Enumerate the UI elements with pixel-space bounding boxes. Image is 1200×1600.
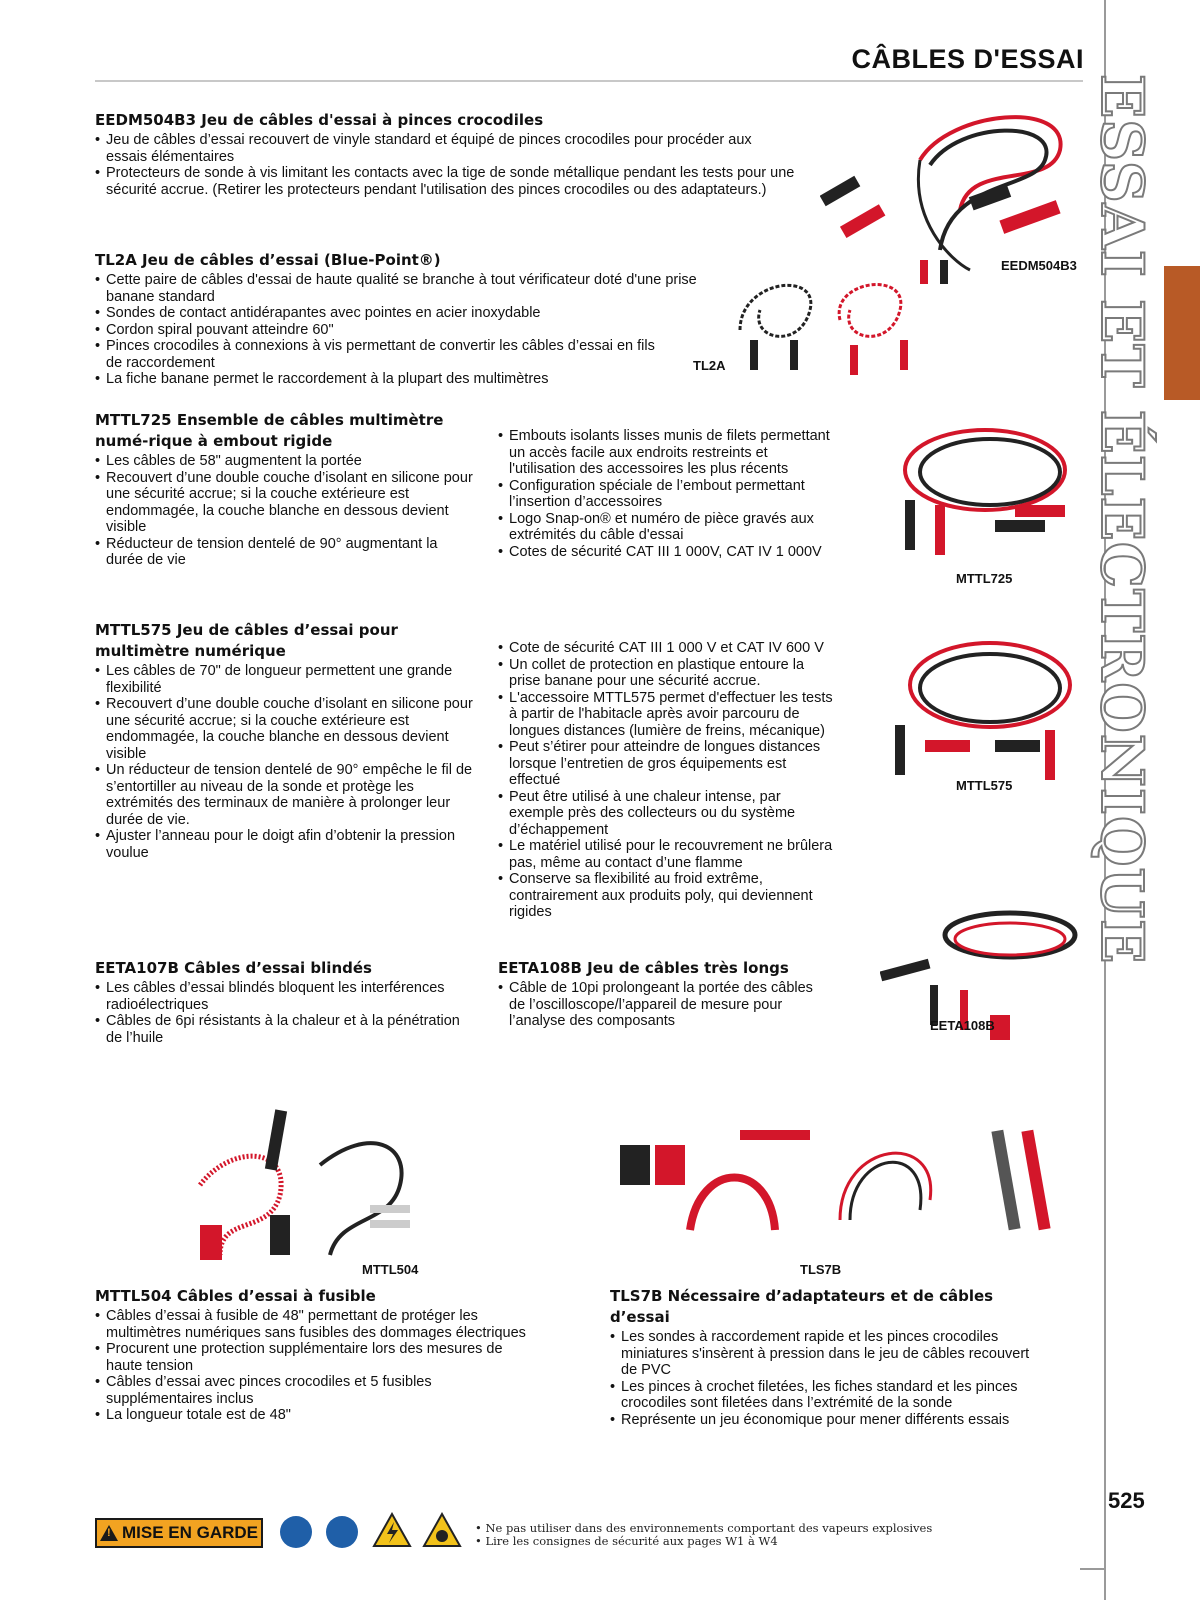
footer-notes xyxy=(475,1522,932,1547)
bullet: • Un réducteur de tension dentelé de 90° empêche le fil de s’entortiller au niveau de la sonde et protège les extrémités des terminaux de manière à prolonger leur durée de vie. xyxy=(95,762,475,828)
bullet: • Réducteur de tension dentelé de 90° augmentant la durée de vie xyxy=(95,536,475,569)
section-eedm504b3 xyxy=(95,110,795,198)
page-number: 525 xyxy=(1108,1488,1145,1513)
bullet: • Cotes de sécurité CAT III 1 000V, CAT IV 1 000V xyxy=(498,544,833,561)
bullet: • Configuration spéciale de l’embout permettant l’insertion d’accessoires xyxy=(498,478,833,511)
bullet: • Le matériel utilisé pour le recouvrement ne brûlera pas, même au contact d’une flamme xyxy=(498,838,833,871)
section-title: MTTL575 Jeu de câbles d’essai pour multimètre numérique xyxy=(95,621,398,660)
bullet: • Les pinces à crochet filetées, les fiches standard et les pinces crocodiles sont filetées dans l’extrémité de la sonde xyxy=(610,1379,1030,1412)
caption-eedm504b3: EEDM504B3 xyxy=(1001,258,1077,273)
side-section-label: ESSAI ET ÉLECTRONIQUE xyxy=(1088,74,1156,965)
title-rule xyxy=(95,80,1083,82)
bullet: • Peut être utilisé à une chaleur intense, par exemple près des collecteurs ou du système d’échappement xyxy=(498,789,833,839)
section-eeta108b xyxy=(498,958,833,1030)
caption-tls7b: TLS7B xyxy=(800,1262,842,1277)
page-number-rule xyxy=(1080,1568,1104,1570)
bullet: • Pinces crocodiles à connexions à vis permettant de convertir les câbles d’essai en fils de raccordement xyxy=(95,338,666,371)
bullet: • Protecteurs de sonde à vis limitant les contacts avec la tige de sonde métallique pendant les tests pour une sécurité accrue. (Retirer les protecteurs pendant l'utilisation des pinces crocodiles ou des adaptateurs.) xyxy=(95,165,795,198)
bullet: • Peut s’étirer pour atteindre de longues distances lorsque l’entretien de gros équipements est effectué xyxy=(498,739,833,789)
bullet: • Cette paire de câbles d'essai de haute qualité se branche à tout vérificateur doté d'une prise banane standard xyxy=(95,272,735,305)
page-title: CÂBLES D'ESSAI xyxy=(851,44,1084,74)
warning-triangle-icon xyxy=(100,1525,118,1541)
bullet: • Câbles d’essai avec pinces crocodiles et 5 fusibles supplémentaires inclus xyxy=(95,1374,535,1407)
caption-eeta108b: EETA108B xyxy=(930,1018,995,1033)
section-title: EETA108B Jeu de câbles très longs xyxy=(498,959,789,977)
eye-protection-icon xyxy=(280,1516,312,1548)
bullet: • La fiche banane permet le raccordement à la plupart des multimètres xyxy=(95,371,735,388)
warning-label: MISE EN GARDE xyxy=(121,1523,259,1542)
section-mttl725 xyxy=(95,410,475,569)
footer-note: • Lire les consignes de sécurité aux pages W1 à W4 xyxy=(475,1535,932,1548)
section-title: TL2A Jeu de câbles d’essai (Blue-Point®) xyxy=(95,251,441,269)
bullet: • Les câbles d’essai blindés bloquent les interférences radioélectriques xyxy=(95,980,475,1013)
read-manual-icon xyxy=(326,1516,358,1548)
mttl504-image xyxy=(140,1105,460,1270)
bullet: • Un collet de protection en plastique entoure la prise banane pour une sécurité accrue. xyxy=(498,657,833,690)
bullet: • Recouvert d’une double couche d’isolant en silicone pour une sécurité accrue; si la couche extérieure est endommagée, la couche blanche en dessous devient visible xyxy=(95,470,475,536)
bullet: • Représente un jeu économique pour mener différents essais xyxy=(610,1412,1030,1429)
bullet: • Sondes de contact antidérapantes avec pointes en acier inoxydable xyxy=(95,305,735,322)
bullet: • Embouts isolants lisses munis de filets permettant un accès facile aux endroits restreints et l'utilisation des accessoires les plus récents xyxy=(498,428,833,478)
bullet: • Ajuster l’anneau pour le doigt afin d’obtenir la pression voulue xyxy=(95,828,475,861)
bullet: • Procurent une protection supplémentaire lors des mesures de haute tension xyxy=(95,1341,535,1374)
bullet: • Les câbles de 58" augmentent la portée xyxy=(95,453,475,470)
tl2a-image xyxy=(730,270,930,390)
bullet: • Jeu de câbles d’essai recouvert de vinyle standard et équipé de pinces crocodiles pour procéder aux essais élémentaires xyxy=(95,132,795,165)
bullet: • La longueur totale est de 48" xyxy=(95,1407,535,1424)
section-tl2a xyxy=(95,250,735,388)
warning-badge xyxy=(95,1518,263,1548)
caption-mttl725: MTTL725 xyxy=(956,571,1013,586)
bullet: • Câbles de 6pi résistants à la chaleur et à la pénétration de l’huile xyxy=(95,1013,475,1046)
section-title: TLS7B Nécessaire d’adaptateurs et de câbles d’essai xyxy=(610,1287,994,1326)
explosion-hazard-icon xyxy=(422,1512,462,1548)
section-mttl575-continued xyxy=(498,640,833,921)
section-mttl504 xyxy=(95,1286,535,1424)
bullet: • Recouvert d’une double couche d’isolant en silicone pour une sécurité accrue; si la couche extérieure est endommagée, la couche blanche en dessous devient visible xyxy=(95,696,475,762)
bullet: • Cote de sécurité CAT III 1 000 V et CAT IV 600 V xyxy=(498,640,833,657)
bullet: • Câble de 10pi prolongeant la portée des câbles de l’oscilloscope/l’appareil de mesure pour l’analyse des composants xyxy=(498,980,833,1030)
bullet: • Conserve sa flexibilité au froid extrême, contrairement aux produits poly, qui deviennent rigides xyxy=(498,871,833,921)
section-mttl575 xyxy=(95,620,475,861)
bullet: • Logo Snap-on® et numéro de pièce gravés aux extrémités du câble d'essai xyxy=(498,511,833,544)
section-title: EETA107B Câbles d’essai blindés xyxy=(95,959,372,977)
section-title: MTTL504 Câbles d’essai à fusible xyxy=(95,1287,376,1305)
section-title: EEDM504B3 Jeu de câbles d'essai à pinces crocodiles xyxy=(95,111,544,129)
bullet: • Cordon spiral pouvant atteindre 60" xyxy=(95,322,735,339)
mttl575-image xyxy=(895,630,1075,800)
tls7b-image xyxy=(610,1120,1080,1270)
bullet: • Les câbles de 70" de longueur permettent une grande flexibilité xyxy=(95,663,475,696)
caption-tl2a: TL2A xyxy=(693,358,726,373)
bullet: • L'accessoire MTTL575 permet d'effectuer les tests à partir de l'habitacle après avoir parcouru de longues distances (lumière de freins, mécanique) xyxy=(498,690,833,740)
caption-mttl575: MTTL575 xyxy=(956,778,1013,793)
section-tls7b xyxy=(610,1286,1030,1428)
bullet: • Les sondes à raccordement rapide et les pinces crocodiles miniatures s'insèrent à pression dans le jeu de câbles recouvert de PVC xyxy=(610,1329,1030,1379)
section-title: MTTL725 Ensemble de câbles multimètre numé-rique à embout rigide xyxy=(95,411,444,450)
footer-note: • Ne pas utiliser dans des environnements comportant des vapeurs explosives xyxy=(475,1522,932,1535)
section-eeta107b xyxy=(95,958,475,1046)
mttl725-image xyxy=(895,410,1075,570)
section-tab xyxy=(1164,266,1200,400)
bullet: • Câbles d’essai à fusible de 48" permettant de protéger les multimètres numériques sans fusibles des dommages électriques xyxy=(95,1308,535,1341)
caption-mttl504: MTTL504 xyxy=(362,1262,419,1277)
electrical-hazard-icon xyxy=(372,1512,412,1548)
section-mttl725-continued xyxy=(498,428,833,560)
